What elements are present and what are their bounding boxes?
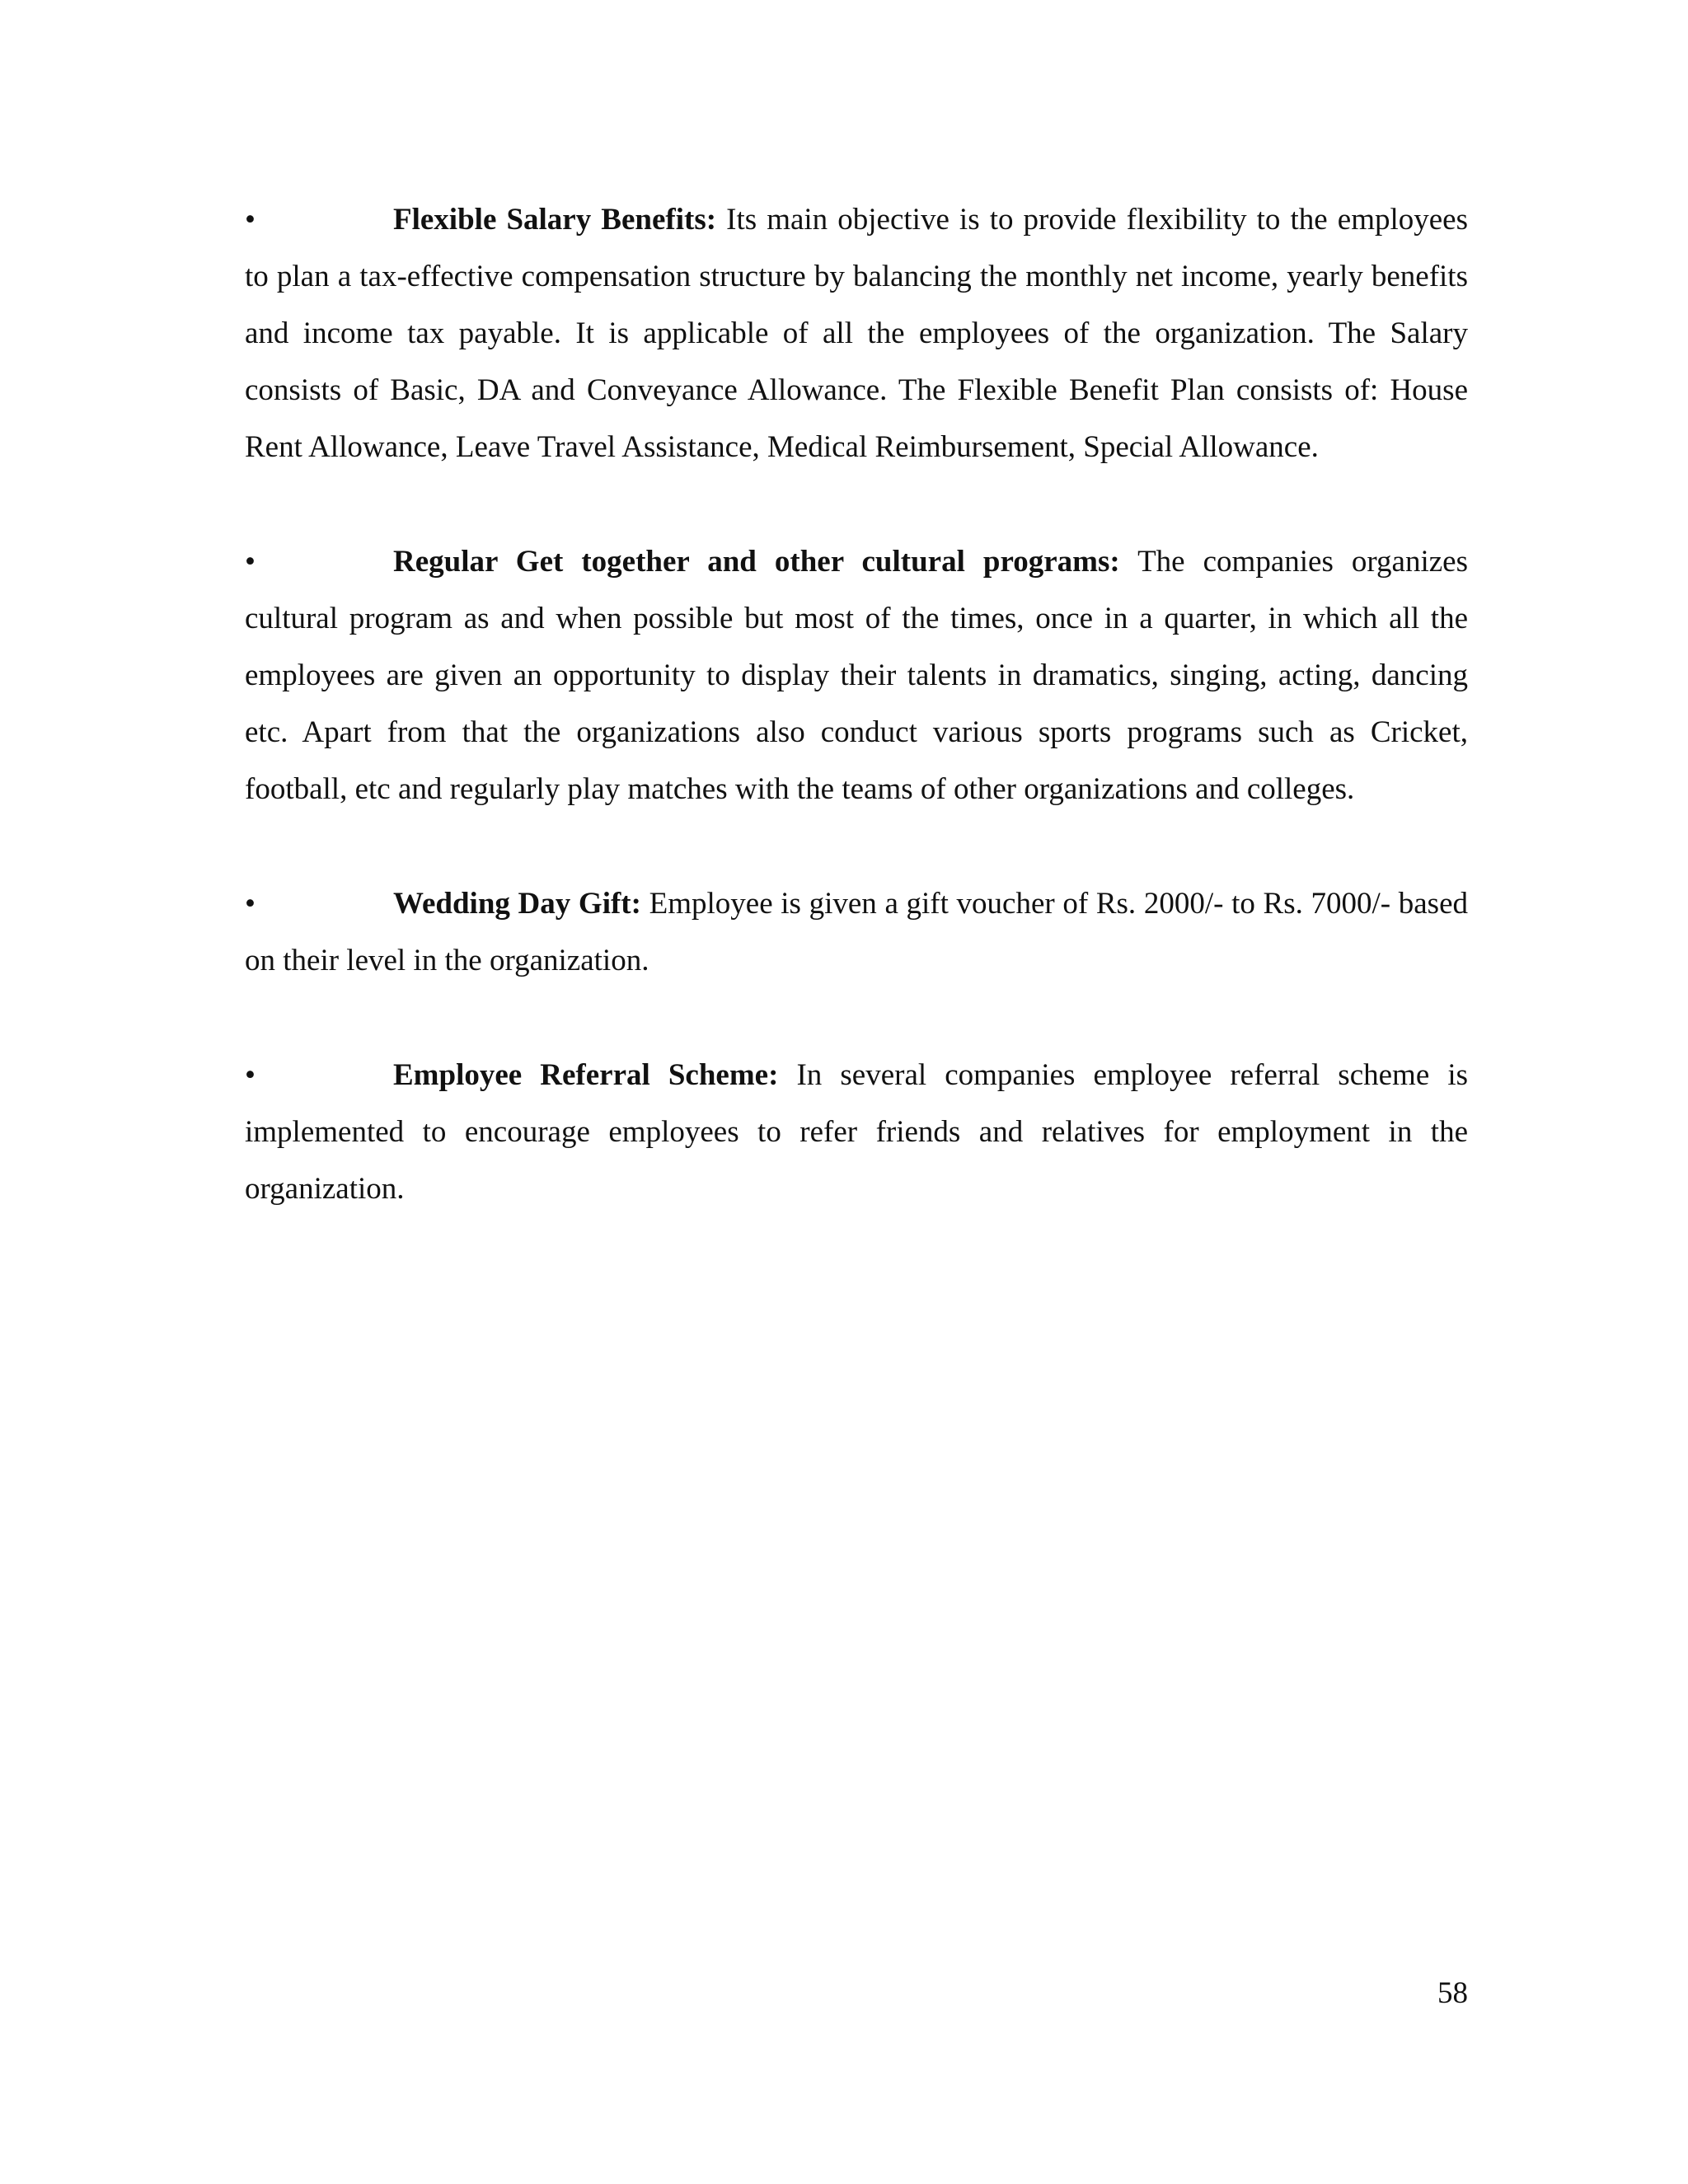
term-heading: Employee Referral Scheme: [393, 1058, 779, 1092]
term-description: Employee is given a gift voucher of Rs. 2000/- to Rs. 7000/- based on their level in the organization. [245, 887, 1469, 977]
benefits-list [245, 191, 1468, 1275]
term-heading: Flexible Salary Benefits: [393, 203, 717, 237]
term-description: Its main objective is to provide flexibility to the employees to plan a tax-effective compensation structure by balancing the monthly net income, yearly benefits and income tax payable. It is applicable of all the employees of the organization. The Salary consists of Basic, DA and Conveyance Allowance. The Flexible Benefit Plan consists of: House Rent Allowance, Leave Travel Assistance, Medical Reimbursement, Special Allowance. [245, 203, 1469, 464]
page-number: 58 [1437, 1976, 1468, 2010]
list-item-flexible-salary-benefits [245, 191, 1468, 476]
term-description: In several companies employee referral scheme is implemented to encourage employees to refer friends and relatives for employment in the organization. [245, 1058, 1468, 1206]
term-description: The companies organizes cultural program as and when possible but most of the times, once in a quarter, in which all the employees are given an opportunity to display their talents in dramatics, singing, acting, dancing etc. Apart from that the organizations also conduct various sports programs such as Cricket, football, etc and regularly play matches with the teams of other organizations and colleges. [245, 545, 1468, 806]
bullet-icon: • [245, 887, 256, 921]
term-heading: Wedding Day Gift: [393, 887, 641, 921]
bullet-icon: • [245, 545, 256, 579]
list-item-paragraph [245, 875, 1468, 989]
list-item-employee-referral-scheme [245, 1047, 1468, 1217]
list-item-regular-get-together [245, 533, 1468, 818]
list-item-wedding-day-gift [245, 875, 1468, 989]
list-item-paragraph [245, 1047, 1468, 1217]
list-item-paragraph [245, 191, 1468, 476]
bullet-icon: • [245, 1058, 256, 1092]
term-heading: Regular Get together and other cultural programs: [393, 545, 1120, 579]
list-item-paragraph [245, 533, 1468, 818]
bullet-icon: • [245, 203, 256, 237]
